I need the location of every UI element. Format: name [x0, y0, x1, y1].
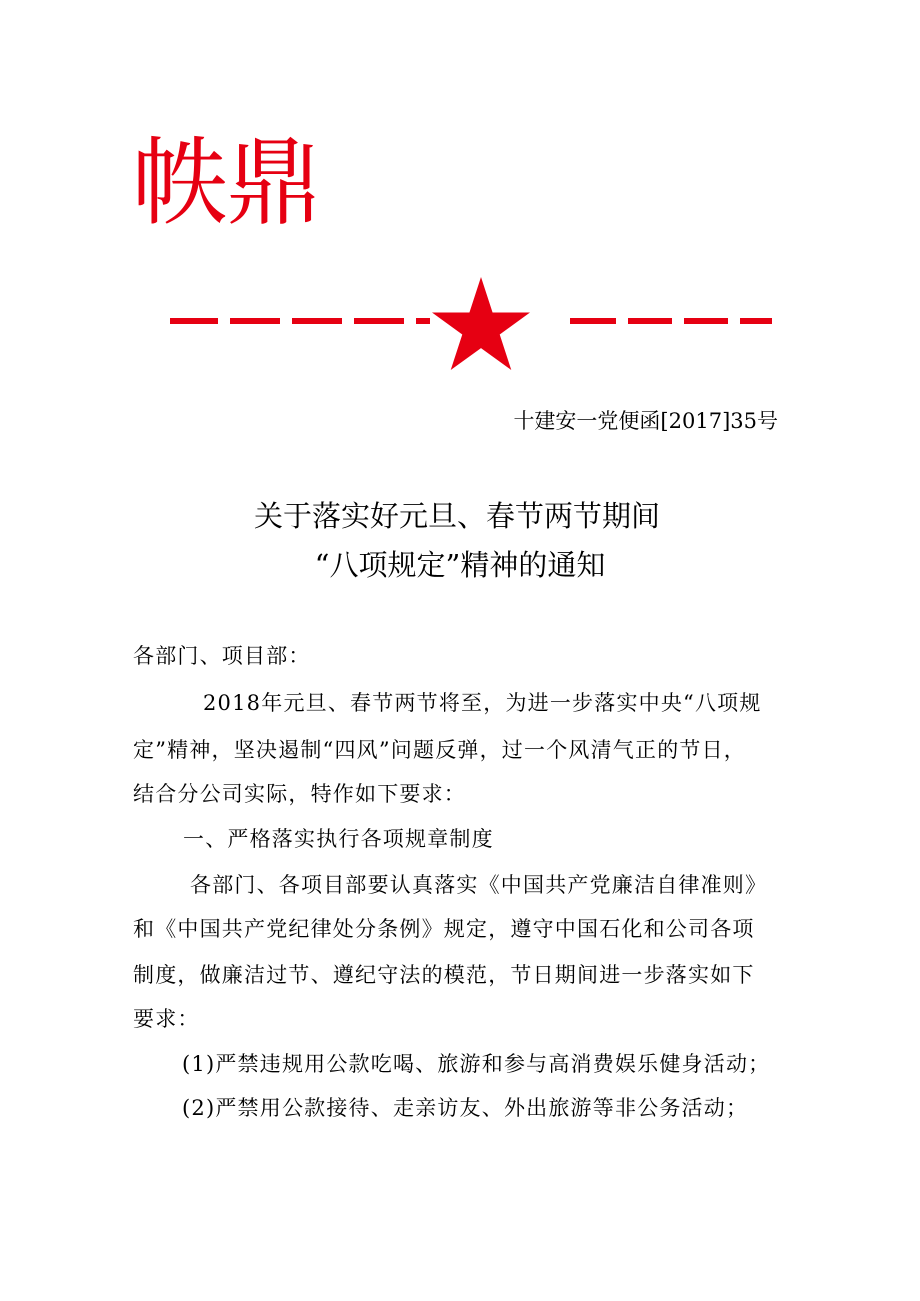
letterhead-title: 帙鼎 — [132, 127, 320, 239]
paragraph-1-line-2: 定”精神，坚决遏制“四风”问题反弹，过一个风清气正的节日， — [133, 738, 747, 762]
red-divider-left — [170, 318, 430, 324]
paragraph-2-line-1: 各部门、各项目部要认真落实《中国共产党廉洁自律准则》 — [190, 873, 768, 897]
divider-gap — [218, 318, 230, 324]
paragraph-2-line-4: 要求： — [133, 1007, 200, 1031]
paragraph-1-line-1: 2018年元旦、春节两节将至，为进一步落实中央“八项规 — [203, 691, 762, 715]
document-title-line-2: “八项规定”精神的通知 — [314, 548, 606, 582]
divider-gap — [616, 318, 628, 324]
red-divider-right — [570, 318, 772, 324]
document-title-line-1: 关于落实好元旦、春节两节期间 — [253, 499, 660, 533]
divider-gap — [672, 318, 684, 324]
divider-gap — [728, 318, 740, 324]
list-item: (1)严禁违规用公款吃喝、旅游和参与高消费娱乐健身活动； — [182, 1052, 771, 1076]
list-item: (2)严禁用公款接待、走亲访友、外出旅游等非公务活动； — [182, 1096, 749, 1120]
divider-gap — [342, 318, 354, 324]
paragraph-2-line-3: 制度，做廉洁过节、遵纪守法的模范，节日期间进一步落实如下 — [133, 963, 755, 987]
salutation: 各部门、项目部： — [133, 644, 311, 668]
divider-gap — [280, 318, 292, 324]
red-star-icon — [432, 276, 530, 372]
paragraph-1-line-3: 结合分公司实际，特作如下要求： — [133, 782, 466, 806]
document-number: 十建安一党便函[2017]35号 — [513, 409, 778, 433]
paragraph-2-line-2: 和《中国共产党纪律处分条例》规定，遵守中国石化和公司各项 — [133, 917, 755, 941]
divider-gap — [404, 318, 416, 324]
section-1-heading: 一、严格落实执行各项规章制度 — [183, 827, 494, 851]
